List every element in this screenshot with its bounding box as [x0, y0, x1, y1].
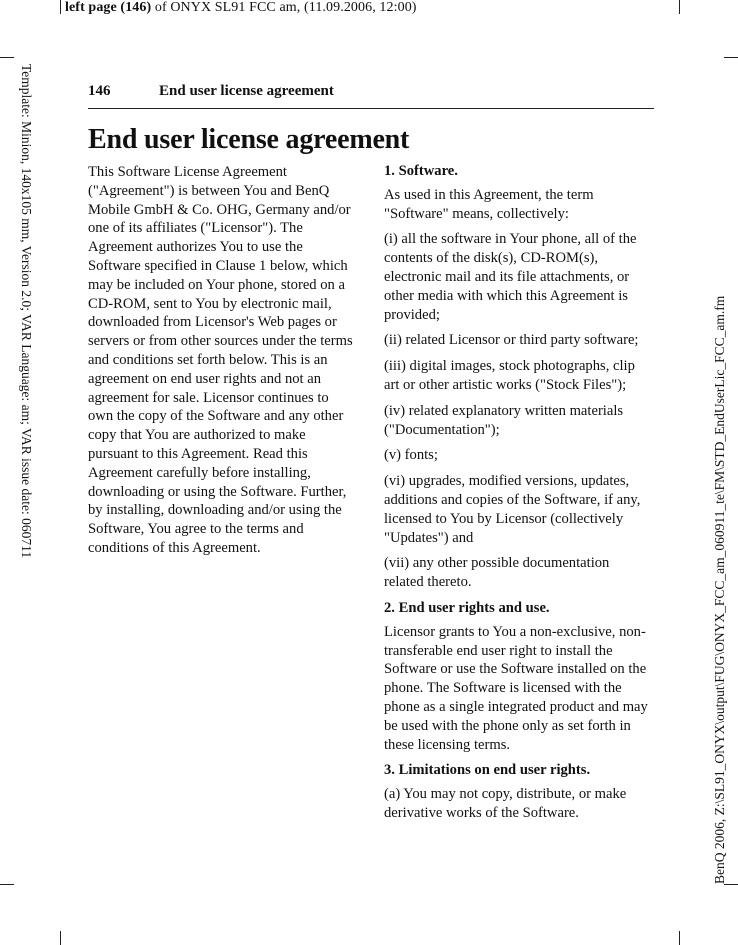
software-item: (iii) digital images, stock photographs, clip art or other artistic works ("Stock Files"); [384, 358, 635, 393]
page-number: 146 [88, 83, 111, 99]
section-heading-limitations: 3. Limitations on end user rights. [384, 762, 591, 779]
software-item: (v) fonts; [384, 447, 438, 464]
right-column [384, 162, 650, 830]
crop-mark [60, 0, 61, 14]
header-rule [88, 108, 654, 109]
running-head-section: End user license agreement [159, 83, 334, 99]
file-path-text: BenQ 2006, Z:\SL91_ONYX\output\FUG\ONYX_FCC_am_060911_te\FM\STD_EndUserLic_FCC_am.fm [712, 295, 727, 884]
template-info-margin [18, 64, 34, 624]
software-lead: As used in this Agreement, the term "Software" means, collectively: [384, 186, 594, 222]
crop-mark [679, 931, 680, 945]
software-item: (vii) any other possible documentation related thereto. [384, 555, 610, 591]
page-title: End user license agreement [88, 124, 410, 155]
file-path-margin [712, 154, 728, 884]
software-item: (i) all the software in Your phone, all of the contents of the disk(s), CD-ROM(s), electronic mail and its file attachments, or other media with which this Agreement is provided; [384, 231, 637, 323]
rights-body: Licensor grants to You a non-exclusive, non-transferable end user right to install the Software or use the Software installed on the phone. The Software is licensed with the phone as a single integrated product and may be used with the phone only as set forth in these licensing terms. [384, 623, 648, 753]
slug-line [65, 0, 417, 16]
crop-mark [679, 0, 680, 14]
slug-line-page: left page (146) [65, 0, 152, 15]
crop-mark [60, 931, 61, 945]
intro-paragraph: This Software License Agreement ("Agreement") is between You and BenQ Mobile GmbH & Co. OHG, Germany and/or one of its affiliates ("Licensor"). The Agreement authorizes You to use the Software specified in Clause 1 below, which may be included on Your phone, stored on a CD-ROM, sent to You by electronic mail, downloaded from Licensor's Web pages or servers or from other sources under the terms and conditions set forth below. This is an agreement on end user rights and not an agreement for sale. Licensor continues to own the copy of the Software and any other copy that You are authorized to make pursuant to this Agreement. Read this Agreement carefully before installing, downloading or using the Software. Further, by installing, downloading and/or using the Software, You agree to the terms and conditions of this Agreement. [88, 164, 353, 556]
section-heading-software: 1. Software. [384, 163, 458, 179]
crop-mark [724, 884, 738, 885]
crop-mark [0, 57, 14, 58]
limitations-body: (a) You may not copy, distribute, or make derivative works of the Software. [384, 786, 627, 821]
section-heading-rights: 2. End user rights and use. [384, 599, 550, 616]
software-item: (vi) upgrades, modified versions, updates, additions and copies of the Software, if any, licensed to You by Licensor (collectively "Updates") and [384, 473, 641, 546]
running-head [88, 83, 334, 100]
crop-mark [724, 57, 738, 58]
template-info-text: Template: Minion, 140x105 mm, Version 2.0; VAR Language: am; VAR issue date: 060711 [19, 64, 34, 559]
software-item: (ii) related Licensor or third party software; [384, 332, 639, 349]
slug-line-source: of ONYX SL91 FCC am, (11.09.2006, 12:00) [151, 0, 417, 15]
crop-mark [0, 884, 14, 885]
software-item: (iv) related explanatory written materials ("Documentation"); [384, 402, 624, 438]
